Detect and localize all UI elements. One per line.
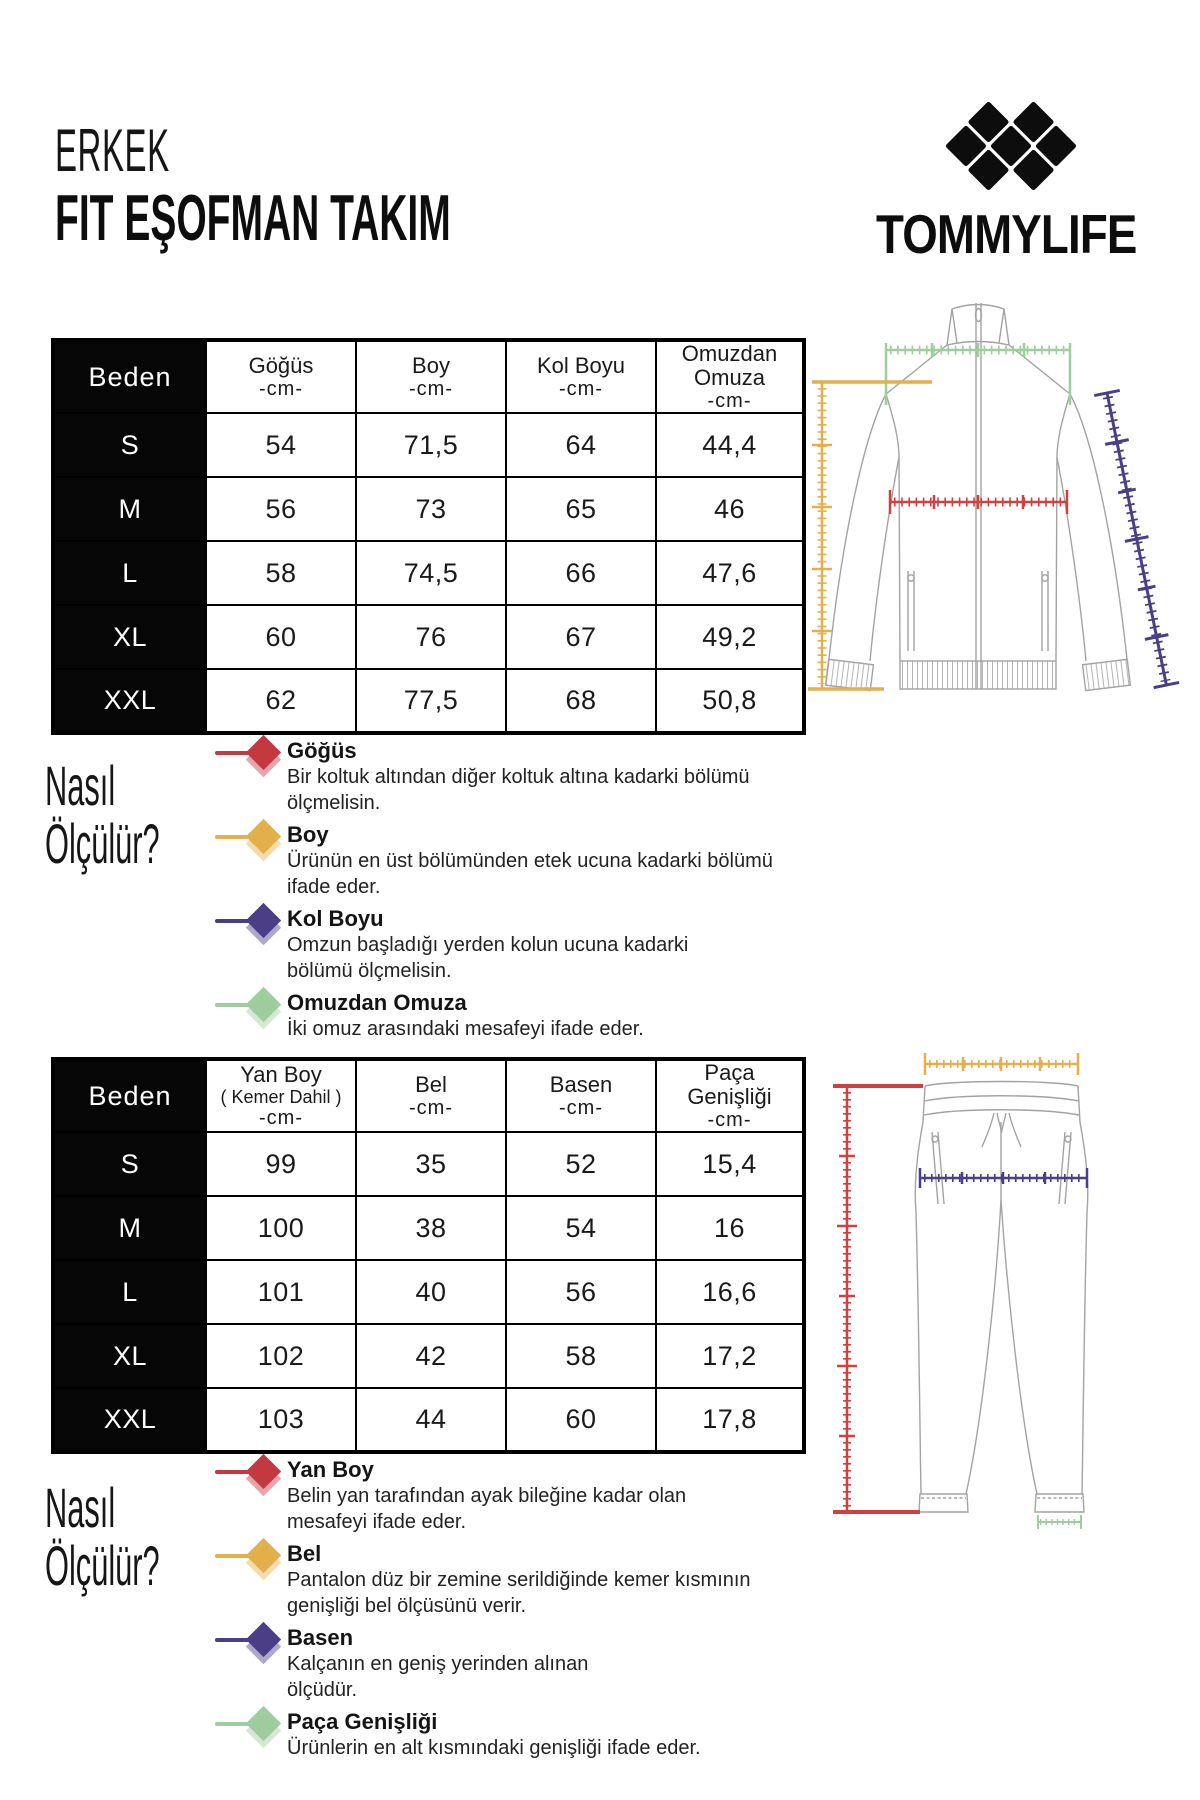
legend-label: Kol Boyu xyxy=(287,906,384,931)
col-header-bel: Bel -cm- xyxy=(356,1059,506,1132)
value-cell: 16 xyxy=(656,1196,804,1260)
legend-label: Omuzdan Omuza xyxy=(287,990,467,1015)
legend-description: Pantalon düz bir zemine serildiğinde kemer kısmının genişliği bel ölçüsünü verir. xyxy=(287,1569,751,1617)
table-row xyxy=(53,669,804,733)
value-cell: 71,5 xyxy=(356,413,506,477)
shoulder-ruler xyxy=(886,343,1070,405)
side-length-ruler xyxy=(833,1086,923,1512)
value-cell: 102 xyxy=(206,1324,356,1388)
value-cell: 77,5 xyxy=(356,669,506,733)
col-header-yan-boy: Yan Boy ( Kemer Dahil ) -cm- xyxy=(206,1059,356,1132)
legend-item-kol-boyu xyxy=(215,905,835,984)
value-cell: 100 xyxy=(206,1196,356,1260)
size-cell: S xyxy=(53,1132,206,1196)
pants-size-table xyxy=(51,1057,806,1454)
yan-boy-diamond-icon xyxy=(215,1457,283,1487)
value-cell: 35 xyxy=(356,1132,506,1196)
value-cell: 62 xyxy=(206,669,356,733)
value-cell: 73 xyxy=(356,477,506,541)
value-cell: 60 xyxy=(206,605,356,669)
legend-description: Ürünlerin en alt kısmındaki genişliği ifade eder. xyxy=(287,1737,701,1759)
legend-item-basen xyxy=(215,1624,835,1703)
basen-diamond-icon xyxy=(215,1625,283,1655)
value-cell: 46 xyxy=(656,477,804,541)
table-row xyxy=(53,1388,804,1452)
value-cell: 74,5 xyxy=(356,541,506,605)
value-cell: 38 xyxy=(356,1196,506,1260)
size-cell: M xyxy=(53,477,206,541)
table-row xyxy=(53,1260,804,1324)
table-row xyxy=(53,1196,804,1260)
value-cell: 65 xyxy=(506,477,656,541)
legend-item-gogus xyxy=(215,737,835,816)
value-cell: 66 xyxy=(506,541,656,605)
chest-ruler xyxy=(890,490,1067,514)
legend-label: Yan Boy xyxy=(287,1457,374,1482)
col-header-boy: Boy -cm- xyxy=(356,340,506,413)
measure-heading-top xyxy=(45,754,160,875)
table-row xyxy=(53,413,804,477)
value-cell: 50,8 xyxy=(656,669,804,733)
corner-header-beden: Beden xyxy=(53,340,206,413)
value-cell: 76 xyxy=(356,605,506,669)
table-row xyxy=(53,605,804,669)
waist-ruler xyxy=(925,1053,1078,1075)
paca-genisligi-diamond-icon xyxy=(215,1709,283,1739)
boy-diamond-icon xyxy=(215,822,283,852)
legend-item-boy xyxy=(215,821,835,900)
measure-heading-line1: Nasıl xyxy=(45,1476,116,1539)
measure-heading-bottom xyxy=(45,1476,160,1597)
size-cell: S xyxy=(53,413,206,477)
legend-description: Omzun başladığı yerden kolun ucuna kadarki bölümü ölçmelisin. xyxy=(287,934,689,982)
jacket-size-table xyxy=(51,338,806,735)
pants-table-header-row xyxy=(53,1059,804,1132)
legend-item-paca-genisligi xyxy=(215,1708,835,1761)
value-cell: 68 xyxy=(506,669,656,733)
legend-label: Paça Genişliği xyxy=(287,1709,438,1734)
value-cell: 40 xyxy=(356,1260,506,1324)
legend-description: Bir koltuk altından diğer koltuk altına kadarki bölümü ölçmelisin. xyxy=(287,766,750,814)
legend-item-bel xyxy=(215,1540,835,1619)
value-cell: 64 xyxy=(506,413,656,477)
page-title-line2: FIT EŞOFMAN TAKIM xyxy=(55,181,451,254)
value-cell: 17,8 xyxy=(656,1388,804,1452)
value-cell: 44,4 xyxy=(656,413,804,477)
legend-label: Göğüs xyxy=(287,738,357,763)
size-cell: M xyxy=(53,1196,206,1260)
measure-heading-line2: Ölçülür? xyxy=(45,812,160,875)
value-cell: 103 xyxy=(206,1388,356,1452)
pants-diagram xyxy=(820,1040,1200,1540)
measure-heading-line2: Ölçülür? xyxy=(45,1534,160,1597)
value-cell: 101 xyxy=(206,1260,356,1324)
value-cell: 44 xyxy=(356,1388,506,1452)
col-header-kol-boyu: Kol Boyu -cm- xyxy=(506,340,656,413)
col-header-basen: Basen -cm- xyxy=(506,1059,656,1132)
page-title-line1: ERKEK xyxy=(55,117,170,184)
measure-heading-line1: Nasıl xyxy=(45,754,116,817)
sleeve-ruler xyxy=(1094,390,1179,687)
legend-description: İki omuz arasındaki mesafeyi ifade eder. xyxy=(287,1018,644,1040)
table-row xyxy=(53,477,804,541)
value-cell: 52 xyxy=(506,1132,656,1196)
value-cell: 16,6 xyxy=(656,1260,804,1324)
value-cell: 58 xyxy=(506,1324,656,1388)
value-cell: 47,6 xyxy=(656,541,804,605)
table-row xyxy=(53,1324,804,1388)
col-header-omuzdan-omuza: Omuzdan Omuza -cm- xyxy=(656,340,804,413)
legend-item-yan-boy xyxy=(215,1456,835,1535)
value-cell: 17,2 xyxy=(656,1324,804,1388)
col-header-paca-genisligi: Paça Genişliği -cm- xyxy=(656,1059,804,1132)
value-cell: 67 xyxy=(506,605,656,669)
legend-label: Basen xyxy=(287,1625,354,1650)
value-cell: 15,4 xyxy=(656,1132,804,1196)
value-cell: 54 xyxy=(506,1196,656,1260)
legend-description: Ürünün en üst bölümünden etek ucuna kadarki bölümü ifade eder. xyxy=(287,850,773,898)
table-row xyxy=(53,541,804,605)
value-cell: 56 xyxy=(206,477,356,541)
hem-width-ruler xyxy=(1038,1515,1081,1529)
measure-legend-top xyxy=(215,737,835,1047)
value-cell: 54 xyxy=(206,413,356,477)
legend-item-omuzdan-omuza xyxy=(215,989,835,1042)
size-cell: XL xyxy=(53,605,206,669)
size-cell: XXL xyxy=(53,669,206,733)
legend-label: Bel xyxy=(287,1541,322,1566)
size-cell: XXL xyxy=(53,1388,206,1452)
measure-legend-bottom xyxy=(215,1456,835,1766)
size-cell: L xyxy=(53,1260,206,1324)
value-cell: 99 xyxy=(206,1132,356,1196)
value-cell: 49,2 xyxy=(656,605,804,669)
legend-description: Belin yan tarafından ayak bileğine kadar olan mesafeyi ifade eder. xyxy=(287,1485,687,1533)
size-cell: L xyxy=(53,541,206,605)
kol-boyu-diamond-icon xyxy=(215,906,283,936)
brand-diamonds-icon xyxy=(940,98,1080,194)
col-header-gogus: Göğüs -cm- xyxy=(206,340,356,413)
value-cell: 58 xyxy=(206,541,356,605)
size-cell: XL xyxy=(53,1324,206,1388)
legend-label: Boy xyxy=(287,822,329,847)
table-row xyxy=(53,1132,804,1196)
corner-header-beden: Beden xyxy=(53,1059,206,1132)
brand-name: TOMMYLIFE xyxy=(876,203,1137,265)
bel-diamond-icon xyxy=(215,1541,283,1571)
value-cell: 56 xyxy=(506,1260,656,1324)
gogus-diamond-icon xyxy=(215,738,283,768)
omuzdan-omuza-diamond-icon xyxy=(215,990,283,1020)
value-cell: 60 xyxy=(506,1388,656,1452)
jacket-table-header-row xyxy=(53,340,804,413)
value-cell: 42 xyxy=(356,1324,506,1388)
pants-outline xyxy=(915,1082,1087,1513)
jacket-diagram xyxy=(780,285,1200,715)
legend-description: Kalçanın en geniş yerinden alınan ölçüdür. xyxy=(287,1653,589,1701)
